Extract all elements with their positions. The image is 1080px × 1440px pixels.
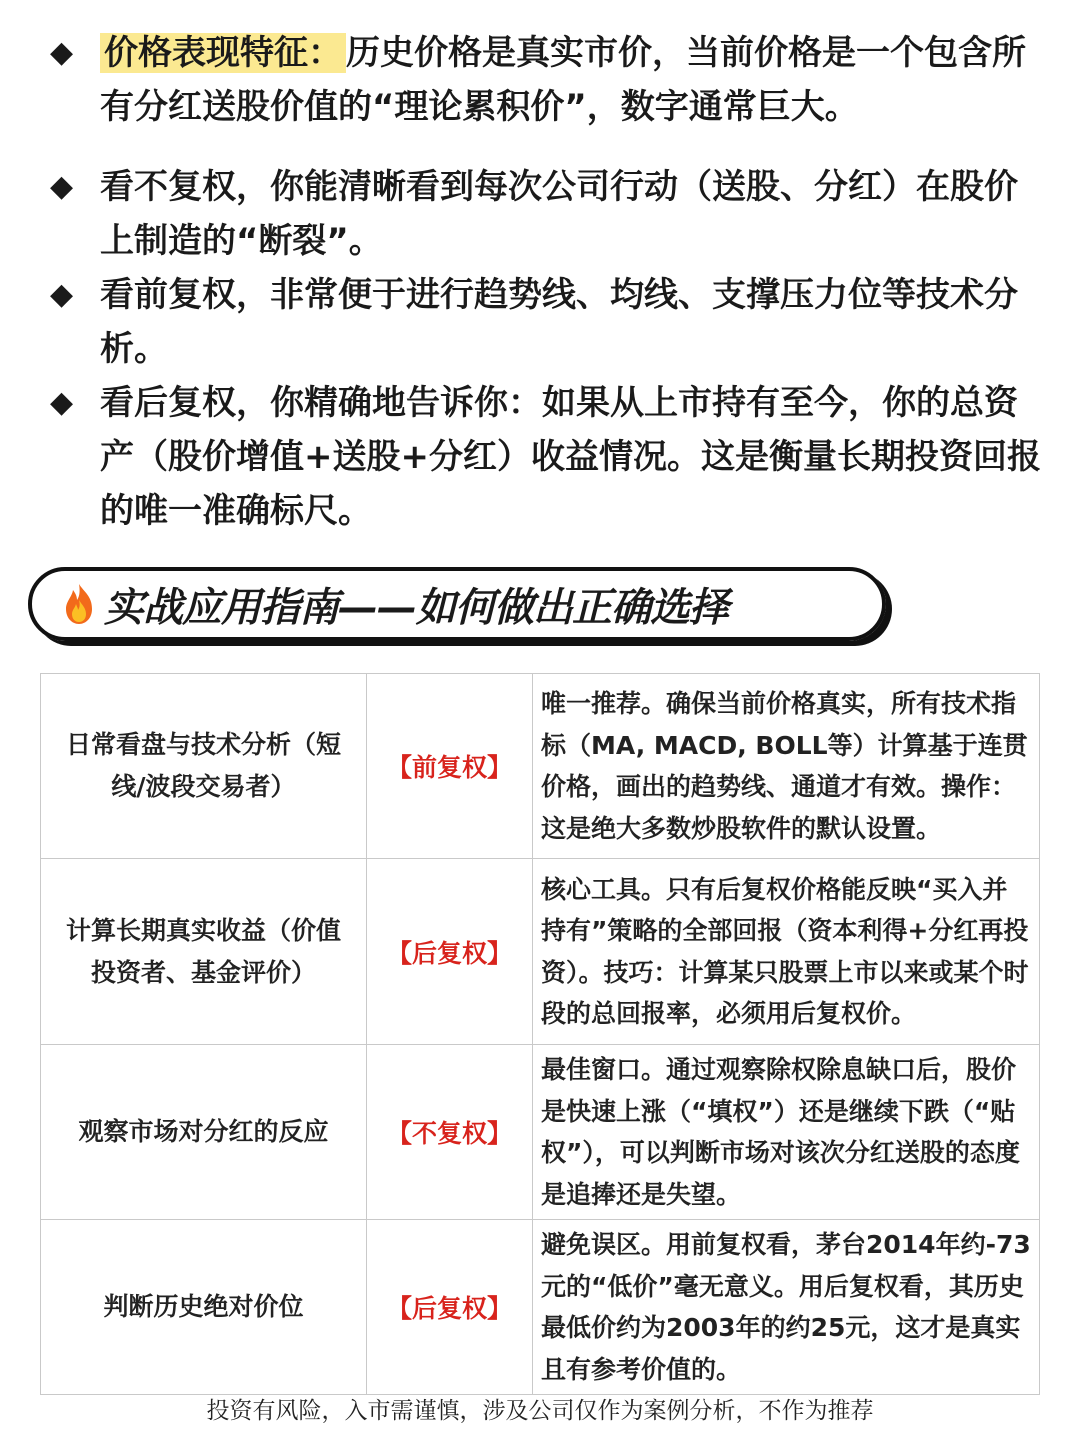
bullet-text: 看后复权，你精确地告诉你：如果从上市持有至今，你的总资产（股价增值+送股+分红）收益情况。这是衡量长期投资回报的唯一准确标尺。 <box>100 383 1041 531</box>
mode-cell: 【前复权】 <box>367 674 533 859</box>
diamond-bullet-icon: ◆ <box>50 385 74 420</box>
diamond-bullet-icon: ◆ <box>50 277 74 312</box>
table-row <box>41 1220 1040 1395</box>
diamond-bullet-icon: ◆ <box>50 169 74 204</box>
bullet-list <box>40 26 1050 538</box>
mode-cell: 【后复权】 <box>367 1220 533 1395</box>
banner-title: 实战应用指南——如何做出正确选择 <box>104 584 728 631</box>
scene-cell: 计算长期真实收益（价值投资者、基金评价） <box>41 859 367 1045</box>
description-cell: 避免误区。用前复权看，茅台2014年约-73元的“低价”毫无意义。用后复权看，其历史最低价约为2003年的约25元，这才是真实且有参考价值的。 <box>533 1220 1040 1395</box>
diamond-bullet-icon: ◆ <box>50 35 74 70</box>
bullet-text: 看前复权，非常便于进行趋势线、均线、支撑压力位等技术分析。 <box>100 275 1018 369</box>
section-banner <box>28 567 886 641</box>
fire-icon <box>62 582 96 626</box>
description-cell: 唯一推荐。确保当前价格真实，所有技术指标（MA, MACD, BOLL等）计算基于连贯价格，画出的趋势线、通道才有效。操作：这是绝大多数炒股软件的默认设置。 <box>533 674 1040 859</box>
bullet-item-2 <box>40 160 1050 268</box>
scene-cell: 判断历史绝对价位 <box>41 1220 367 1395</box>
description-cell: 核心工具。只有后复权价格能反映“买入并持有”策略的全部回报（资本利得+分红再投资）。技巧：计算某只股票上市以来或某个时段的总回报率，必须用后复权价。 <box>533 859 1040 1045</box>
bullet-item-3 <box>40 268 1050 376</box>
table-row <box>41 859 1040 1045</box>
mode-cell: 【不复权】 <box>367 1045 533 1220</box>
table-row <box>41 674 1040 859</box>
bullet-text: 看不复权，你能清晰看到每次公司行动（送股、分红）在股价上制造的“断裂”。 <box>100 167 1018 261</box>
guide-table <box>40 673 1040 1395</box>
table-row <box>41 1045 1040 1220</box>
description-cell: 最佳窗口。通过观察除权除息缺口后，股价是快速上涨（“填权”）还是继续下跌（“贴权”），可以判断市场对该次分红送股的态度是追捧还是失望。 <box>533 1045 1040 1220</box>
scene-cell: 观察市场对分红的反应 <box>41 1045 367 1220</box>
bullet-text: 历史价格是真实市价，当前价格是一个包含所有分红送股价值的“理论累积价”，数字通常巨大。 <box>100 33 1026 127</box>
bullet-item-1 <box>40 26 1050 134</box>
mode-cell: 【后复权】 <box>367 859 533 1045</box>
highlight-label: 价格表现特征： <box>100 33 346 73</box>
scene-cell: 日常看盘与技术分析（短线/波段交易者） <box>41 674 367 859</box>
bullet-item-4 <box>40 376 1050 538</box>
disclaimer-footer: 投资有风险，入市需谨慎，涉及公司仅作为案例分析，不作为推荐 <box>206 1398 874 1424</box>
